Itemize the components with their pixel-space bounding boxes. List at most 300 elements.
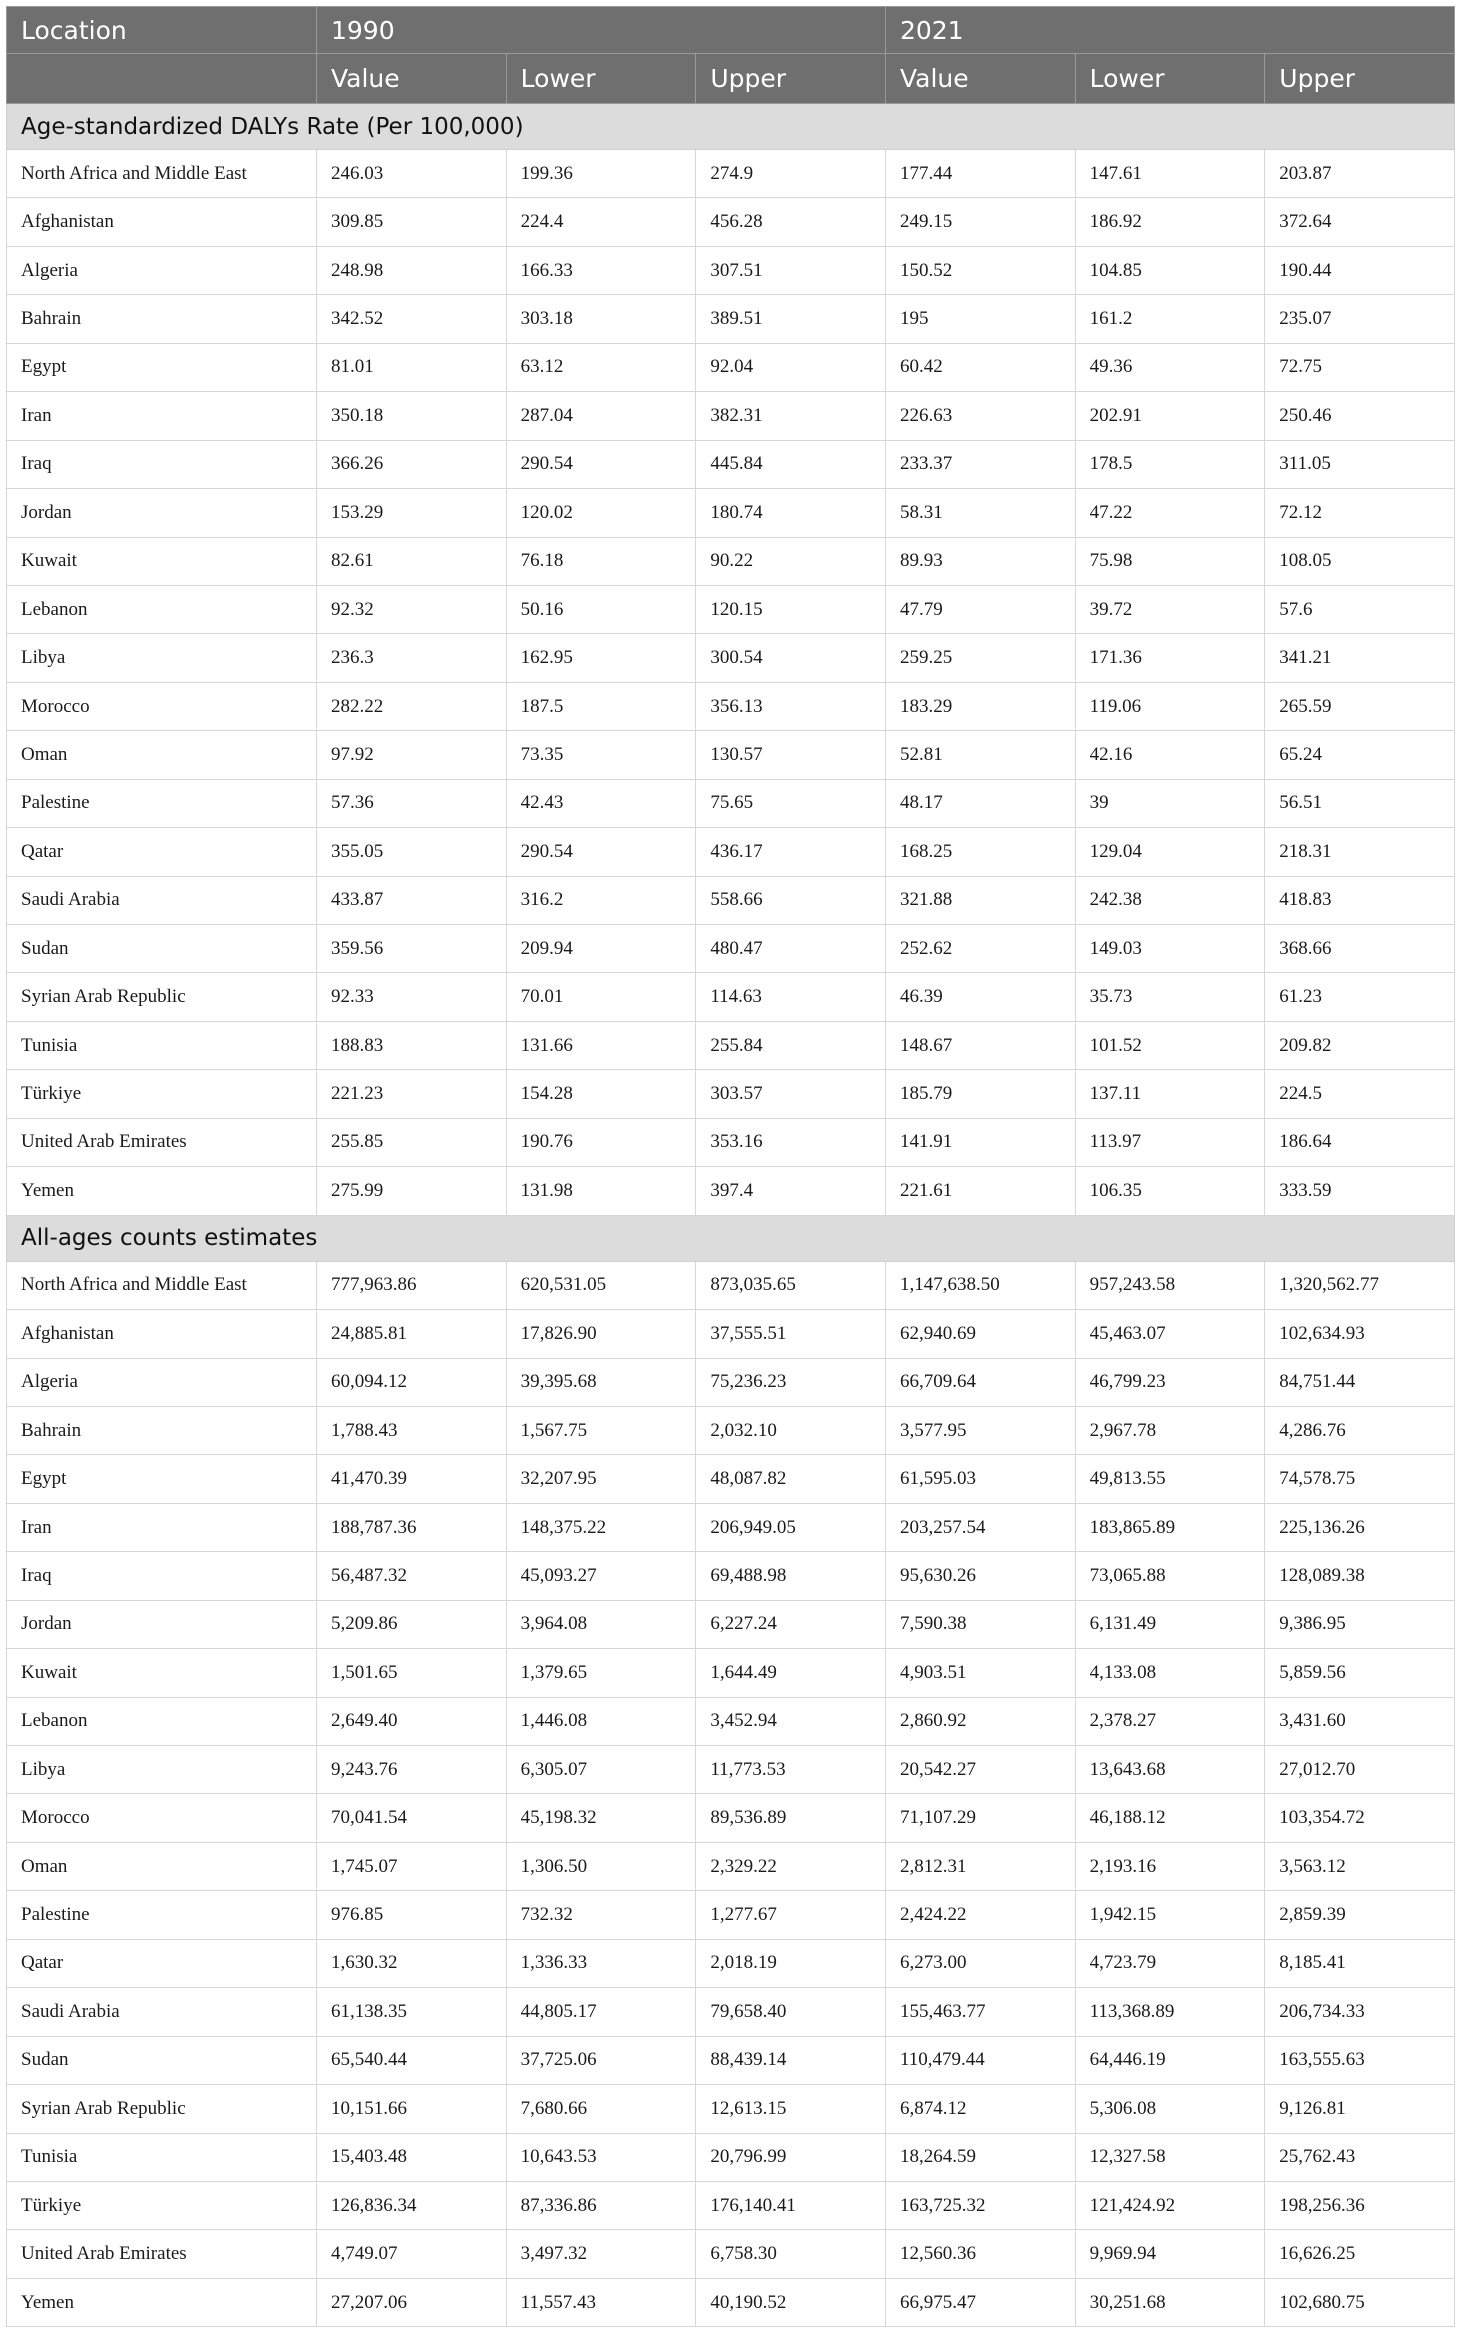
value-cell: 777,963.86	[317, 1261, 507, 1309]
value-cell: 221.61	[885, 1167, 1075, 1215]
value-cell: 150.52	[885, 246, 1075, 294]
header-row-metrics	[7, 54, 1455, 104]
location-cell: Yemen	[7, 2278, 317, 2326]
value-cell: 120.02	[506, 489, 696, 537]
value-cell: 433.87	[317, 876, 507, 924]
location-cell: North Africa and Middle East	[7, 150, 317, 198]
value-cell: 6,131.49	[1075, 1600, 1265, 1648]
value-cell: 95,630.26	[885, 1552, 1075, 1600]
value-cell: 389.51	[696, 295, 886, 343]
value-cell: 6,227.24	[696, 1600, 886, 1648]
table-row	[7, 828, 1455, 876]
location-cell: Libya	[7, 1746, 317, 1794]
value-cell: 282.22	[317, 682, 507, 730]
location-cell: Algeria	[7, 246, 317, 294]
value-cell: 11,557.43	[506, 2278, 696, 2326]
value-cell: 25,762.43	[1265, 2133, 1455, 2181]
table-row	[7, 150, 1455, 198]
table-row	[7, 731, 1455, 779]
table-row	[7, 1891, 1455, 1939]
value-cell: 342.52	[317, 295, 507, 343]
value-cell: 52.81	[885, 731, 1075, 779]
table-row	[7, 246, 1455, 294]
value-cell: 233.37	[885, 440, 1075, 488]
table-row	[7, 585, 1455, 633]
value-cell: 303.57	[696, 1070, 886, 1118]
value-cell: 176,140.41	[696, 2181, 886, 2229]
value-cell: 1,320,562.77	[1265, 1261, 1455, 1309]
location-cell: Jordan	[7, 489, 317, 537]
value-cell: 242.38	[1075, 876, 1265, 924]
value-cell: 3,563.12	[1265, 1842, 1455, 1890]
value-cell: 2,329.22	[696, 1842, 886, 1890]
value-cell: 9,386.95	[1265, 1600, 1455, 1648]
value-cell: 1,147,638.50	[885, 1261, 1075, 1309]
value-cell: 195	[885, 295, 1075, 343]
value-cell: 456.28	[696, 198, 886, 246]
value-cell: 66,975.47	[885, 2278, 1075, 2326]
value-cell: 120.15	[696, 585, 886, 633]
value-cell: 202.91	[1075, 392, 1265, 440]
value-cell: 103,354.72	[1265, 1794, 1455, 1842]
table-row	[7, 1358, 1455, 1406]
value-cell: 188,787.36	[317, 1503, 507, 1551]
location-cell: Oman	[7, 731, 317, 779]
table-row	[7, 440, 1455, 488]
location-cell: Kuwait	[7, 537, 317, 585]
value-cell: 436.17	[696, 828, 886, 876]
value-cell: 303.18	[506, 295, 696, 343]
value-cell: 12,613.15	[696, 2085, 886, 2133]
value-cell: 27,012.70	[1265, 1746, 1455, 1794]
value-cell: 2,649.40	[317, 1697, 507, 1745]
value-cell: 15,403.48	[317, 2133, 507, 2181]
value-cell: 149.03	[1075, 925, 1265, 973]
value-cell: 255.85	[317, 1118, 507, 1166]
value-cell: 66,709.64	[885, 1358, 1075, 1406]
value-cell: 287.04	[506, 392, 696, 440]
table-row	[7, 876, 1455, 924]
table-row	[7, 1261, 1455, 1309]
data-table	[6, 6, 1455, 2327]
value-cell: 3,497.32	[506, 2230, 696, 2278]
value-cell: 17,826.90	[506, 1310, 696, 1358]
location-cell: Iraq	[7, 440, 317, 488]
value-cell: 65,540.44	[317, 2036, 507, 2084]
value-cell: 40,190.52	[696, 2278, 886, 2326]
location-cell: United Arab Emirates	[7, 2230, 317, 2278]
value-cell: 7,590.38	[885, 1600, 1075, 1648]
value-cell: 4,286.76	[1265, 1406, 1455, 1454]
value-cell: 209.82	[1265, 1021, 1455, 1069]
value-cell: 620,531.05	[506, 1261, 696, 1309]
value-cell: 226.63	[885, 392, 1075, 440]
table-row	[7, 489, 1455, 537]
value-cell: 119.06	[1075, 682, 1265, 730]
table-row	[7, 2181, 1455, 2229]
value-cell: 72.75	[1265, 343, 1455, 391]
location-cell: Kuwait	[7, 1649, 317, 1697]
table-row	[7, 2230, 1455, 2278]
value-cell: 976.85	[317, 1891, 507, 1939]
value-cell: 1,942.15	[1075, 1891, 1265, 1939]
value-cell: 76.18	[506, 537, 696, 585]
value-cell: 30,251.68	[1075, 2278, 1265, 2326]
location-cell: Iran	[7, 1503, 317, 1551]
location-header: Location	[7, 7, 317, 54]
value-cell: 265.59	[1265, 682, 1455, 730]
location-cell: Syrian Arab Republic	[7, 973, 317, 1021]
value-cell: 114.63	[696, 973, 886, 1021]
location-cell: Algeria	[7, 1358, 317, 1406]
location-cell: Türkiye	[7, 2181, 317, 2229]
value-cell: 873,035.65	[696, 1261, 886, 1309]
value-cell: 32,207.95	[506, 1455, 696, 1503]
value-cell: 162.95	[506, 634, 696, 682]
value-cell: 4,749.07	[317, 2230, 507, 2278]
value-cell: 10,643.53	[506, 2133, 696, 2181]
table-row	[7, 1697, 1455, 1745]
table-row	[7, 1552, 1455, 1600]
value-cell: 1,630.32	[317, 1939, 507, 1987]
value-cell: 177.44	[885, 150, 1075, 198]
value-cell: 130.57	[696, 731, 886, 779]
value-cell: 183.29	[885, 682, 1075, 730]
value-cell: 275.99	[317, 1167, 507, 1215]
location-cell: Tunisia	[7, 1021, 317, 1069]
value-cell: 366.26	[317, 440, 507, 488]
location-cell: Sudan	[7, 2036, 317, 2084]
location-cell: Lebanon	[7, 1697, 317, 1745]
value-cell: 12,560.36	[885, 2230, 1075, 2278]
value-cell: 2,032.10	[696, 1406, 886, 1454]
value-cell: 61.23	[1265, 973, 1455, 1021]
value-cell: 37,555.51	[696, 1310, 886, 1358]
location-cell: North Africa and Middle East	[7, 1261, 317, 1309]
value-cell: 60,094.12	[317, 1358, 507, 1406]
value-cell: 1,788.43	[317, 1406, 507, 1454]
value-cell: 72.12	[1265, 489, 1455, 537]
value-cell: 79,658.40	[696, 1988, 886, 2036]
value-cell: 397.4	[696, 1167, 886, 1215]
location-cell: Jordan	[7, 1600, 317, 1648]
table-row	[7, 682, 1455, 730]
location-cell: Sudan	[7, 925, 317, 973]
value-cell: 58.31	[885, 489, 1075, 537]
value-cell: 250.46	[1265, 392, 1455, 440]
table-row	[7, 779, 1455, 827]
value-cell: 45,093.27	[506, 1552, 696, 1600]
year-2021-header: 2021	[885, 7, 1454, 54]
column-header: Lower	[1075, 54, 1265, 104]
value-cell: 418.83	[1265, 876, 1455, 924]
value-cell: 73.35	[506, 731, 696, 779]
value-cell: 2,860.92	[885, 1697, 1075, 1745]
value-cell: 290.54	[506, 828, 696, 876]
value-cell: 92.04	[696, 343, 886, 391]
value-cell: 82.61	[317, 537, 507, 585]
value-cell: 110,479.44	[885, 2036, 1075, 2084]
value-cell: 92.32	[317, 585, 507, 633]
value-cell: 18,264.59	[885, 2133, 1075, 2181]
value-cell: 154.28	[506, 1070, 696, 1118]
value-cell: 24,885.81	[317, 1310, 507, 1358]
value-cell: 102,680.75	[1265, 2278, 1455, 2326]
location-cell: Tunisia	[7, 2133, 317, 2181]
value-cell: 235.07	[1265, 295, 1455, 343]
value-cell: 6,874.12	[885, 2085, 1075, 2133]
table-body	[7, 104, 1455, 2327]
value-cell: 1,501.65	[317, 1649, 507, 1697]
location-cell: Yemen	[7, 1167, 317, 1215]
value-cell: 5,859.56	[1265, 1649, 1455, 1697]
location-cell: Libya	[7, 634, 317, 682]
value-cell: 64,446.19	[1075, 2036, 1265, 2084]
value-cell: 248.98	[317, 246, 507, 294]
value-cell: 37,725.06	[506, 2036, 696, 2084]
table-row	[7, 634, 1455, 682]
table-row	[7, 1310, 1455, 1358]
value-cell: 48,087.82	[696, 1455, 886, 1503]
value-cell: 75.65	[696, 779, 886, 827]
table-row	[7, 343, 1455, 391]
location-cell: Morocco	[7, 1794, 317, 1842]
value-cell: 49.36	[1075, 343, 1265, 391]
section-header-row	[7, 104, 1455, 150]
value-cell: 161.2	[1075, 295, 1265, 343]
table-row	[7, 1649, 1455, 1697]
value-cell: 148,375.22	[506, 1503, 696, 1551]
location-cell: Saudi Arabia	[7, 876, 317, 924]
value-cell: 153.29	[317, 489, 507, 537]
value-cell: 368.66	[1265, 925, 1455, 973]
value-cell: 47.22	[1075, 489, 1265, 537]
value-cell: 1,306.50	[506, 1842, 696, 1890]
year-1990-header: 1990	[317, 7, 886, 54]
value-cell: 75,236.23	[696, 1358, 886, 1406]
value-cell: 84,751.44	[1265, 1358, 1455, 1406]
table-row	[7, 925, 1455, 973]
value-cell: 190.76	[506, 1118, 696, 1166]
location-cell: Saudi Arabia	[7, 1988, 317, 2036]
table-row	[7, 1070, 1455, 1118]
value-cell: 39.72	[1075, 585, 1265, 633]
value-cell: 309.85	[317, 198, 507, 246]
value-cell: 1,567.75	[506, 1406, 696, 1454]
location-cell: Egypt	[7, 1455, 317, 1503]
value-cell: 63.12	[506, 343, 696, 391]
table-row	[7, 1842, 1455, 1890]
value-cell: 224.4	[506, 198, 696, 246]
value-cell: 50.16	[506, 585, 696, 633]
location-cell: Oman	[7, 1842, 317, 1890]
value-cell: 203,257.54	[885, 1503, 1075, 1551]
location-cell: Lebanon	[7, 585, 317, 633]
value-cell: 128,089.38	[1265, 1552, 1455, 1600]
value-cell: 255.84	[696, 1021, 886, 1069]
value-cell: 10,151.66	[317, 2085, 507, 2133]
value-cell: 2,967.78	[1075, 1406, 1265, 1454]
value-cell: 2,018.19	[696, 1939, 886, 1987]
column-header: Value	[885, 54, 1075, 104]
value-cell: 183,865.89	[1075, 1503, 1265, 1551]
value-cell: 57.36	[317, 779, 507, 827]
table-row	[7, 1794, 1455, 1842]
value-cell: 155,463.77	[885, 1988, 1075, 2036]
value-cell: 300.54	[696, 634, 886, 682]
value-cell: 88,439.14	[696, 2036, 886, 2084]
value-cell: 185.79	[885, 1070, 1075, 1118]
table-row	[7, 1118, 1455, 1166]
value-cell: 8,185.41	[1265, 1939, 1455, 1987]
table-row	[7, 1746, 1455, 1794]
value-cell: 290.54	[506, 440, 696, 488]
value-cell: 87,336.86	[506, 2181, 696, 2229]
value-cell: 41,470.39	[317, 1455, 507, 1503]
table-row	[7, 1600, 1455, 1648]
value-cell: 102,634.93	[1265, 1310, 1455, 1358]
section-title: Age-standardized DALYs Rate (Per 100,000)	[7, 104, 1455, 150]
value-cell: 61,595.03	[885, 1455, 1075, 1503]
value-cell: 1,745.07	[317, 1842, 507, 1890]
value-cell: 166.33	[506, 246, 696, 294]
location-cell: Qatar	[7, 1939, 317, 1987]
value-cell: 252.62	[885, 925, 1075, 973]
value-cell: 148.67	[885, 1021, 1075, 1069]
table-row	[7, 1988, 1455, 2036]
value-cell: 9,243.76	[317, 1746, 507, 1794]
table-row	[7, 2278, 1455, 2326]
section-header-row	[7, 1215, 1455, 1261]
value-cell: 42.16	[1075, 731, 1265, 779]
table-row	[7, 1939, 1455, 1987]
value-cell: 480.47	[696, 925, 886, 973]
value-cell: 353.16	[696, 1118, 886, 1166]
value-cell: 97.92	[317, 731, 507, 779]
value-cell: 187.5	[506, 682, 696, 730]
value-cell: 104.85	[1075, 246, 1265, 294]
value-cell: 47.79	[885, 585, 1075, 633]
section-title: All-ages counts estimates	[7, 1215, 1455, 1261]
value-cell: 382.31	[696, 392, 886, 440]
value-cell: 46,799.23	[1075, 1358, 1265, 1406]
value-cell: 171.36	[1075, 634, 1265, 682]
value-cell: 259.25	[885, 634, 1075, 682]
value-cell: 163,725.32	[885, 2181, 1075, 2229]
header-row-years	[7, 7, 1455, 54]
value-cell: 6,273.00	[885, 1939, 1075, 1987]
table-row	[7, 1406, 1455, 1454]
value-cell: 355.05	[317, 828, 507, 876]
value-cell: 3,431.60	[1265, 1697, 1455, 1745]
value-cell: 218.31	[1265, 828, 1455, 876]
value-cell: 6,305.07	[506, 1746, 696, 1794]
value-cell: 62,940.69	[885, 1310, 1075, 1358]
table-row	[7, 392, 1455, 440]
value-cell: 60.42	[885, 343, 1075, 391]
value-cell: 168.25	[885, 828, 1075, 876]
value-cell: 225,136.26	[1265, 1503, 1455, 1551]
value-cell: 108.05	[1265, 537, 1455, 585]
value-cell: 131.98	[506, 1167, 696, 1215]
table-row	[7, 2133, 1455, 2181]
value-cell: 113,368.89	[1075, 1988, 1265, 2036]
table-row	[7, 2085, 1455, 2133]
value-cell: 39	[1075, 779, 1265, 827]
value-cell: 56,487.32	[317, 1552, 507, 1600]
value-cell: 359.56	[317, 925, 507, 973]
value-cell: 209.94	[506, 925, 696, 973]
value-cell: 5,209.86	[317, 1600, 507, 1648]
location-cell: Syrian Arab Republic	[7, 2085, 317, 2133]
value-cell: 188.83	[317, 1021, 507, 1069]
table-row	[7, 1455, 1455, 1503]
value-cell: 20,796.99	[696, 2133, 886, 2181]
value-cell: 42.43	[506, 779, 696, 827]
table-container	[6, 6, 1454, 2327]
value-cell: 74,578.75	[1265, 1455, 1455, 1503]
table-row	[7, 1167, 1455, 1215]
value-cell: 190.44	[1265, 246, 1455, 294]
value-cell: 178.5	[1075, 440, 1265, 488]
column-header: Lower	[506, 54, 696, 104]
location-header-spacer	[7, 54, 317, 104]
column-header: Value	[317, 54, 507, 104]
value-cell: 46,188.12	[1075, 1794, 1265, 1842]
value-cell: 45,198.32	[506, 1794, 696, 1842]
value-cell: 246.03	[317, 150, 507, 198]
value-cell: 75.98	[1075, 537, 1265, 585]
value-cell: 307.51	[696, 246, 886, 294]
location-cell: Morocco	[7, 682, 317, 730]
value-cell: 70,041.54	[317, 1794, 507, 1842]
value-cell: 206,949.05	[696, 1503, 886, 1551]
value-cell: 16,626.25	[1265, 2230, 1455, 2278]
value-cell: 90.22	[696, 537, 886, 585]
value-cell: 147.61	[1075, 150, 1265, 198]
value-cell: 163,555.63	[1265, 2036, 1455, 2084]
value-cell: 333.59	[1265, 1167, 1455, 1215]
value-cell: 4,723.79	[1075, 1939, 1265, 1987]
location-cell: Iran	[7, 392, 317, 440]
value-cell: 57.6	[1265, 585, 1455, 633]
value-cell: 2,378.27	[1075, 1697, 1265, 1745]
value-cell: 126,836.34	[317, 2181, 507, 2229]
value-cell: 1,277.67	[696, 1891, 886, 1939]
value-cell: 350.18	[317, 392, 507, 440]
location-cell: Qatar	[7, 828, 317, 876]
location-cell: Palestine	[7, 779, 317, 827]
value-cell: 957,243.58	[1075, 1261, 1265, 1309]
value-cell: 198,256.36	[1265, 2181, 1455, 2229]
value-cell: 356.13	[696, 682, 886, 730]
value-cell: 732.32	[506, 1891, 696, 1939]
value-cell: 221.23	[317, 1070, 507, 1118]
location-cell: Afghanistan	[7, 198, 317, 246]
value-cell: 3,964.08	[506, 1600, 696, 1648]
table-row	[7, 973, 1455, 1021]
value-cell: 12,327.58	[1075, 2133, 1265, 2181]
value-cell: 2,812.31	[885, 1842, 1075, 1890]
value-cell: 27,207.06	[317, 2278, 507, 2326]
column-header: Upper	[696, 54, 886, 104]
value-cell: 49,813.55	[1075, 1455, 1265, 1503]
value-cell: 61,138.35	[317, 1988, 507, 2036]
location-cell: Iraq	[7, 1552, 317, 1600]
value-cell: 558.66	[696, 876, 886, 924]
value-cell: 20,542.27	[885, 1746, 1075, 1794]
value-cell: 48.17	[885, 779, 1075, 827]
